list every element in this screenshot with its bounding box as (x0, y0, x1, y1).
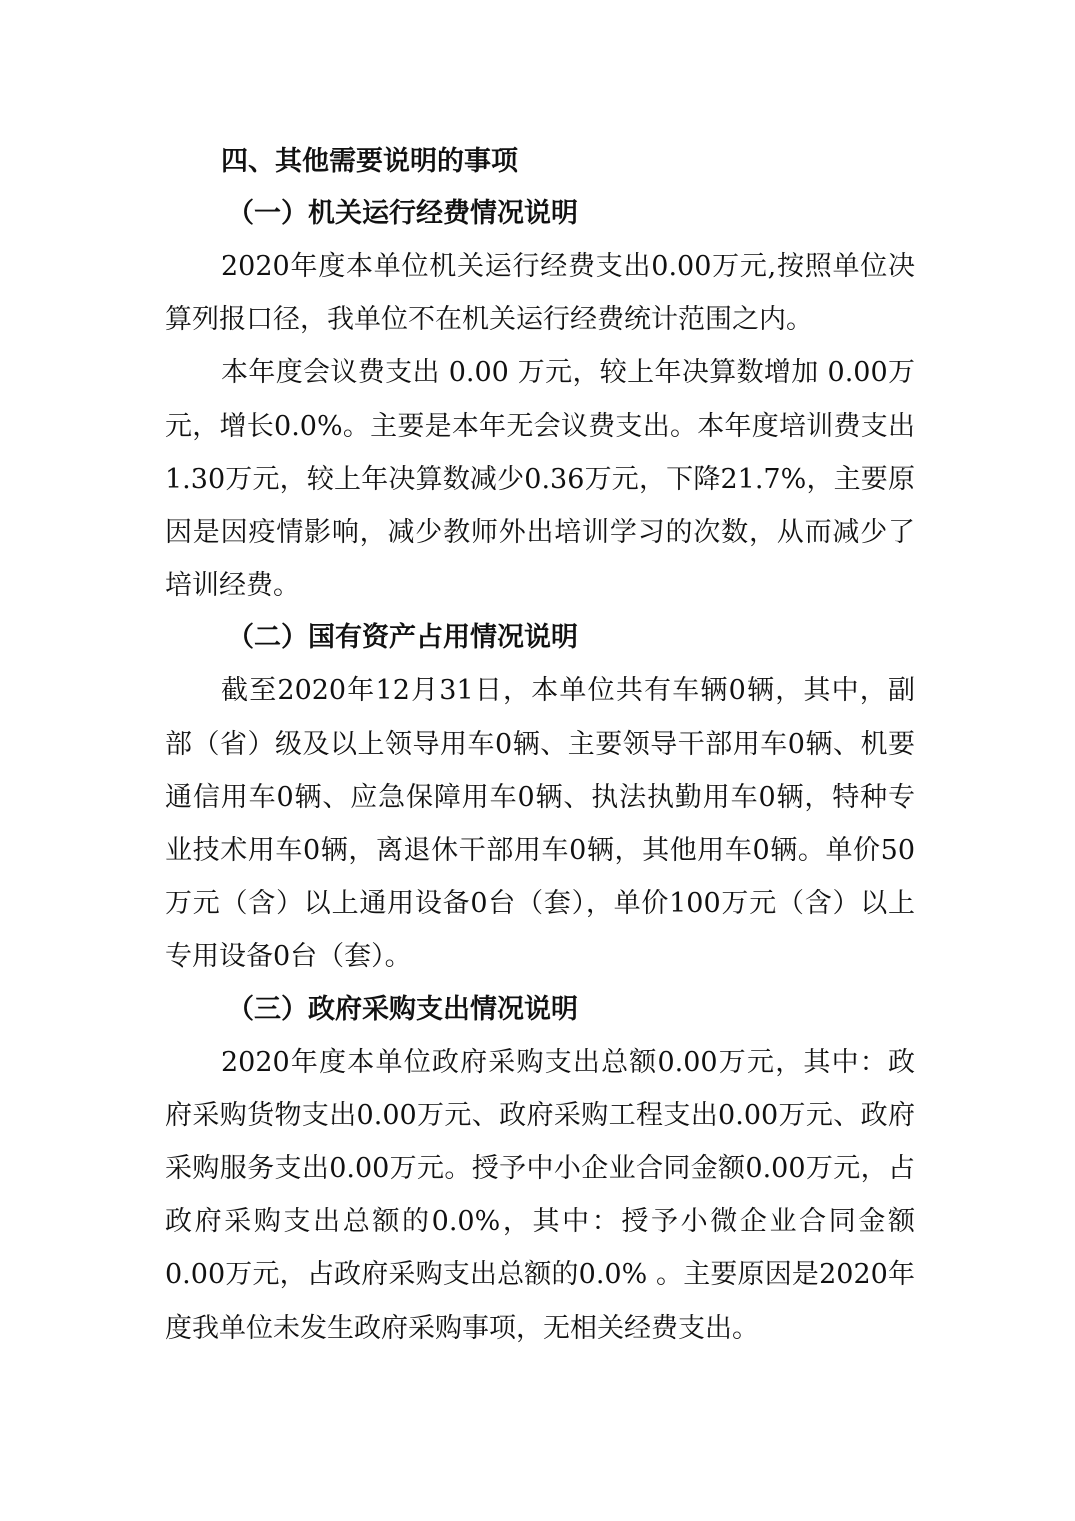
paragraph-meeting-training-expenses: 本年度会议费支出 0.00 万元，较上年决算数增加 0.00万元，增长0.0%。主要是本年无会议费支出。本年度培训费支出 1.30万元，较上年决算数减少0.36万元，下降21.7%，主要原因是因疫情影响，减少教师外出培训学习的次数，从而减少了培训经费。 (165, 357, 915, 602)
subsection-heading-procurement: （三）政府采购支出情况说明 (227, 993, 578, 1025)
subsection-heading-state-assets: （二）国有资产占用情况说明 (227, 622, 578, 654)
paragraph-operating-expenses: 2020年度本单位机关运行经费支出0.00万元,按照单位决算列报口径，我单位不在机关运行经费统计范围之内。 (165, 251, 915, 336)
paragraph-procurement: 2020年度本单位政府采购支出总额0.00万元，其中：政府采购货物支出0.00万元、政府采购工程支出0.00万元、政府采购服务支出0.00万元。授予中小企业合同金额0.00万元，占政府采购支出总额的0.0%，其中：授予小微企业合同金额 0.00万元，占政府采购支出总额的0.0% 。主要原因是2020年度我单位未发生政府采购事项，无相关经费支出。 (165, 1046, 915, 1344)
section-heading: 四、其他需要说明的事项 (221, 146, 518, 177)
subsection-heading-operating-expenses: （一）机关运行经费情况说明 (227, 198, 578, 229)
document-body (165, 136, 915, 1355)
paragraph-state-assets: 截至2020年12月31日，本单位共有车辆0辆，其中，副部（省）级及以上领导用车0辆、主要领导干部用车0辆、机要通信用车0辆、应急保障用车0辆、执法执勤用车0辆，特种专业技术用车0辆，离退休干部用车0辆，其他用车0辆。单价50万元（含）以上通用设备0台（套），单价100万元（含）以上专用设备0台（套）。 (165, 675, 915, 973)
